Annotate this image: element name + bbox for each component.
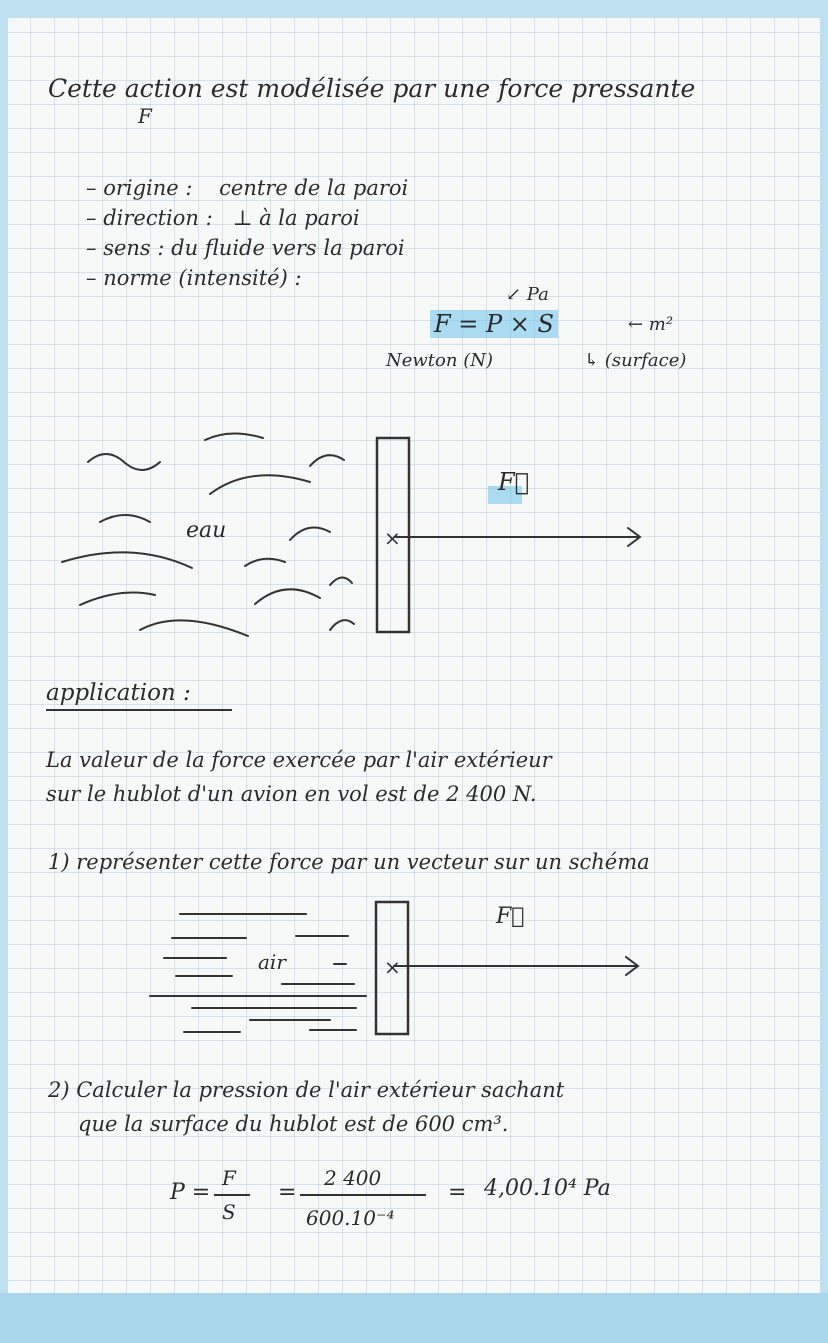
- formula-surface-note: ↳ (surface): [584, 350, 687, 371]
- property-label: norme (intensité) :: [103, 266, 302, 290]
- fluid-label-water: eau: [186, 518, 227, 543]
- air-vector-label-force: F⃗: [496, 904, 525, 929]
- property-label: direction :: [103, 206, 213, 230]
- property-sens: – sens : du fluide vers la paroi: [86, 236, 405, 260]
- air-point-of-application: ×: [384, 955, 401, 979]
- calc-fraction2-bar: [300, 1194, 426, 1196]
- intro-line: Cette action est modélisée par une force pressante: [48, 74, 696, 103]
- property-label: sens :: [103, 236, 165, 260]
- question-2-line2: que la surface du hublot est de 600 cm³.: [78, 1112, 509, 1136]
- question-1: 1) représenter cette force par un vecteur sur un schéma: [48, 850, 650, 874]
- point-of-application: ×: [384, 526, 401, 550]
- intro-force-symbol: F: [138, 104, 152, 128]
- formula-newton-note: Newton (N): [386, 350, 493, 371]
- question-2-line1: 2) Calculer la pression de l'air extérieur sachant: [48, 1078, 565, 1102]
- calc-fraction1-numerator: F: [222, 1166, 236, 1190]
- property-value: ⊥ à la paroi: [232, 206, 360, 230]
- calc-lhs: P =: [170, 1180, 211, 1205]
- property-origine: – origine : centre de la paroi: [86, 176, 409, 200]
- application-heading: application :: [46, 680, 191, 706]
- calc-fraction1-denominator: S: [222, 1200, 236, 1224]
- formula-m2-note: ← m²: [628, 314, 674, 335]
- property-norme: – norme (intensité) :: [86, 266, 302, 290]
- calc-fraction2-denominator: 600.10⁻⁴: [306, 1206, 395, 1230]
- property-direction: – direction : ⊥ à la paroi: [86, 206, 360, 230]
- formula-highlight: F = P × S: [430, 310, 558, 338]
- calc-equals-1: =: [278, 1180, 297, 1205]
- property-label: origine :: [103, 176, 193, 200]
- calc-fraction2-numerator: 2 400: [324, 1166, 382, 1190]
- application-statement-line2: sur le hublot d'un avion en vol est de 2 400 N.: [46, 782, 537, 806]
- vector-label-force: F⃗: [498, 468, 530, 496]
- property-value: du fluide vers la paroi: [171, 236, 405, 260]
- calc-fraction1-bar: [214, 1194, 250, 1196]
- property-value: centre de la paroi: [219, 176, 409, 200]
- calc-result: 4,00.10⁴ Pa: [484, 1176, 611, 1201]
- calc-equals-2: =: [448, 1180, 467, 1205]
- fluid-label-air: air: [258, 950, 286, 974]
- application-statement-line1: La valeur de la force exercée par l'air extérieur: [46, 748, 552, 772]
- formula-pa-note: ↙ Pa: [506, 284, 549, 305]
